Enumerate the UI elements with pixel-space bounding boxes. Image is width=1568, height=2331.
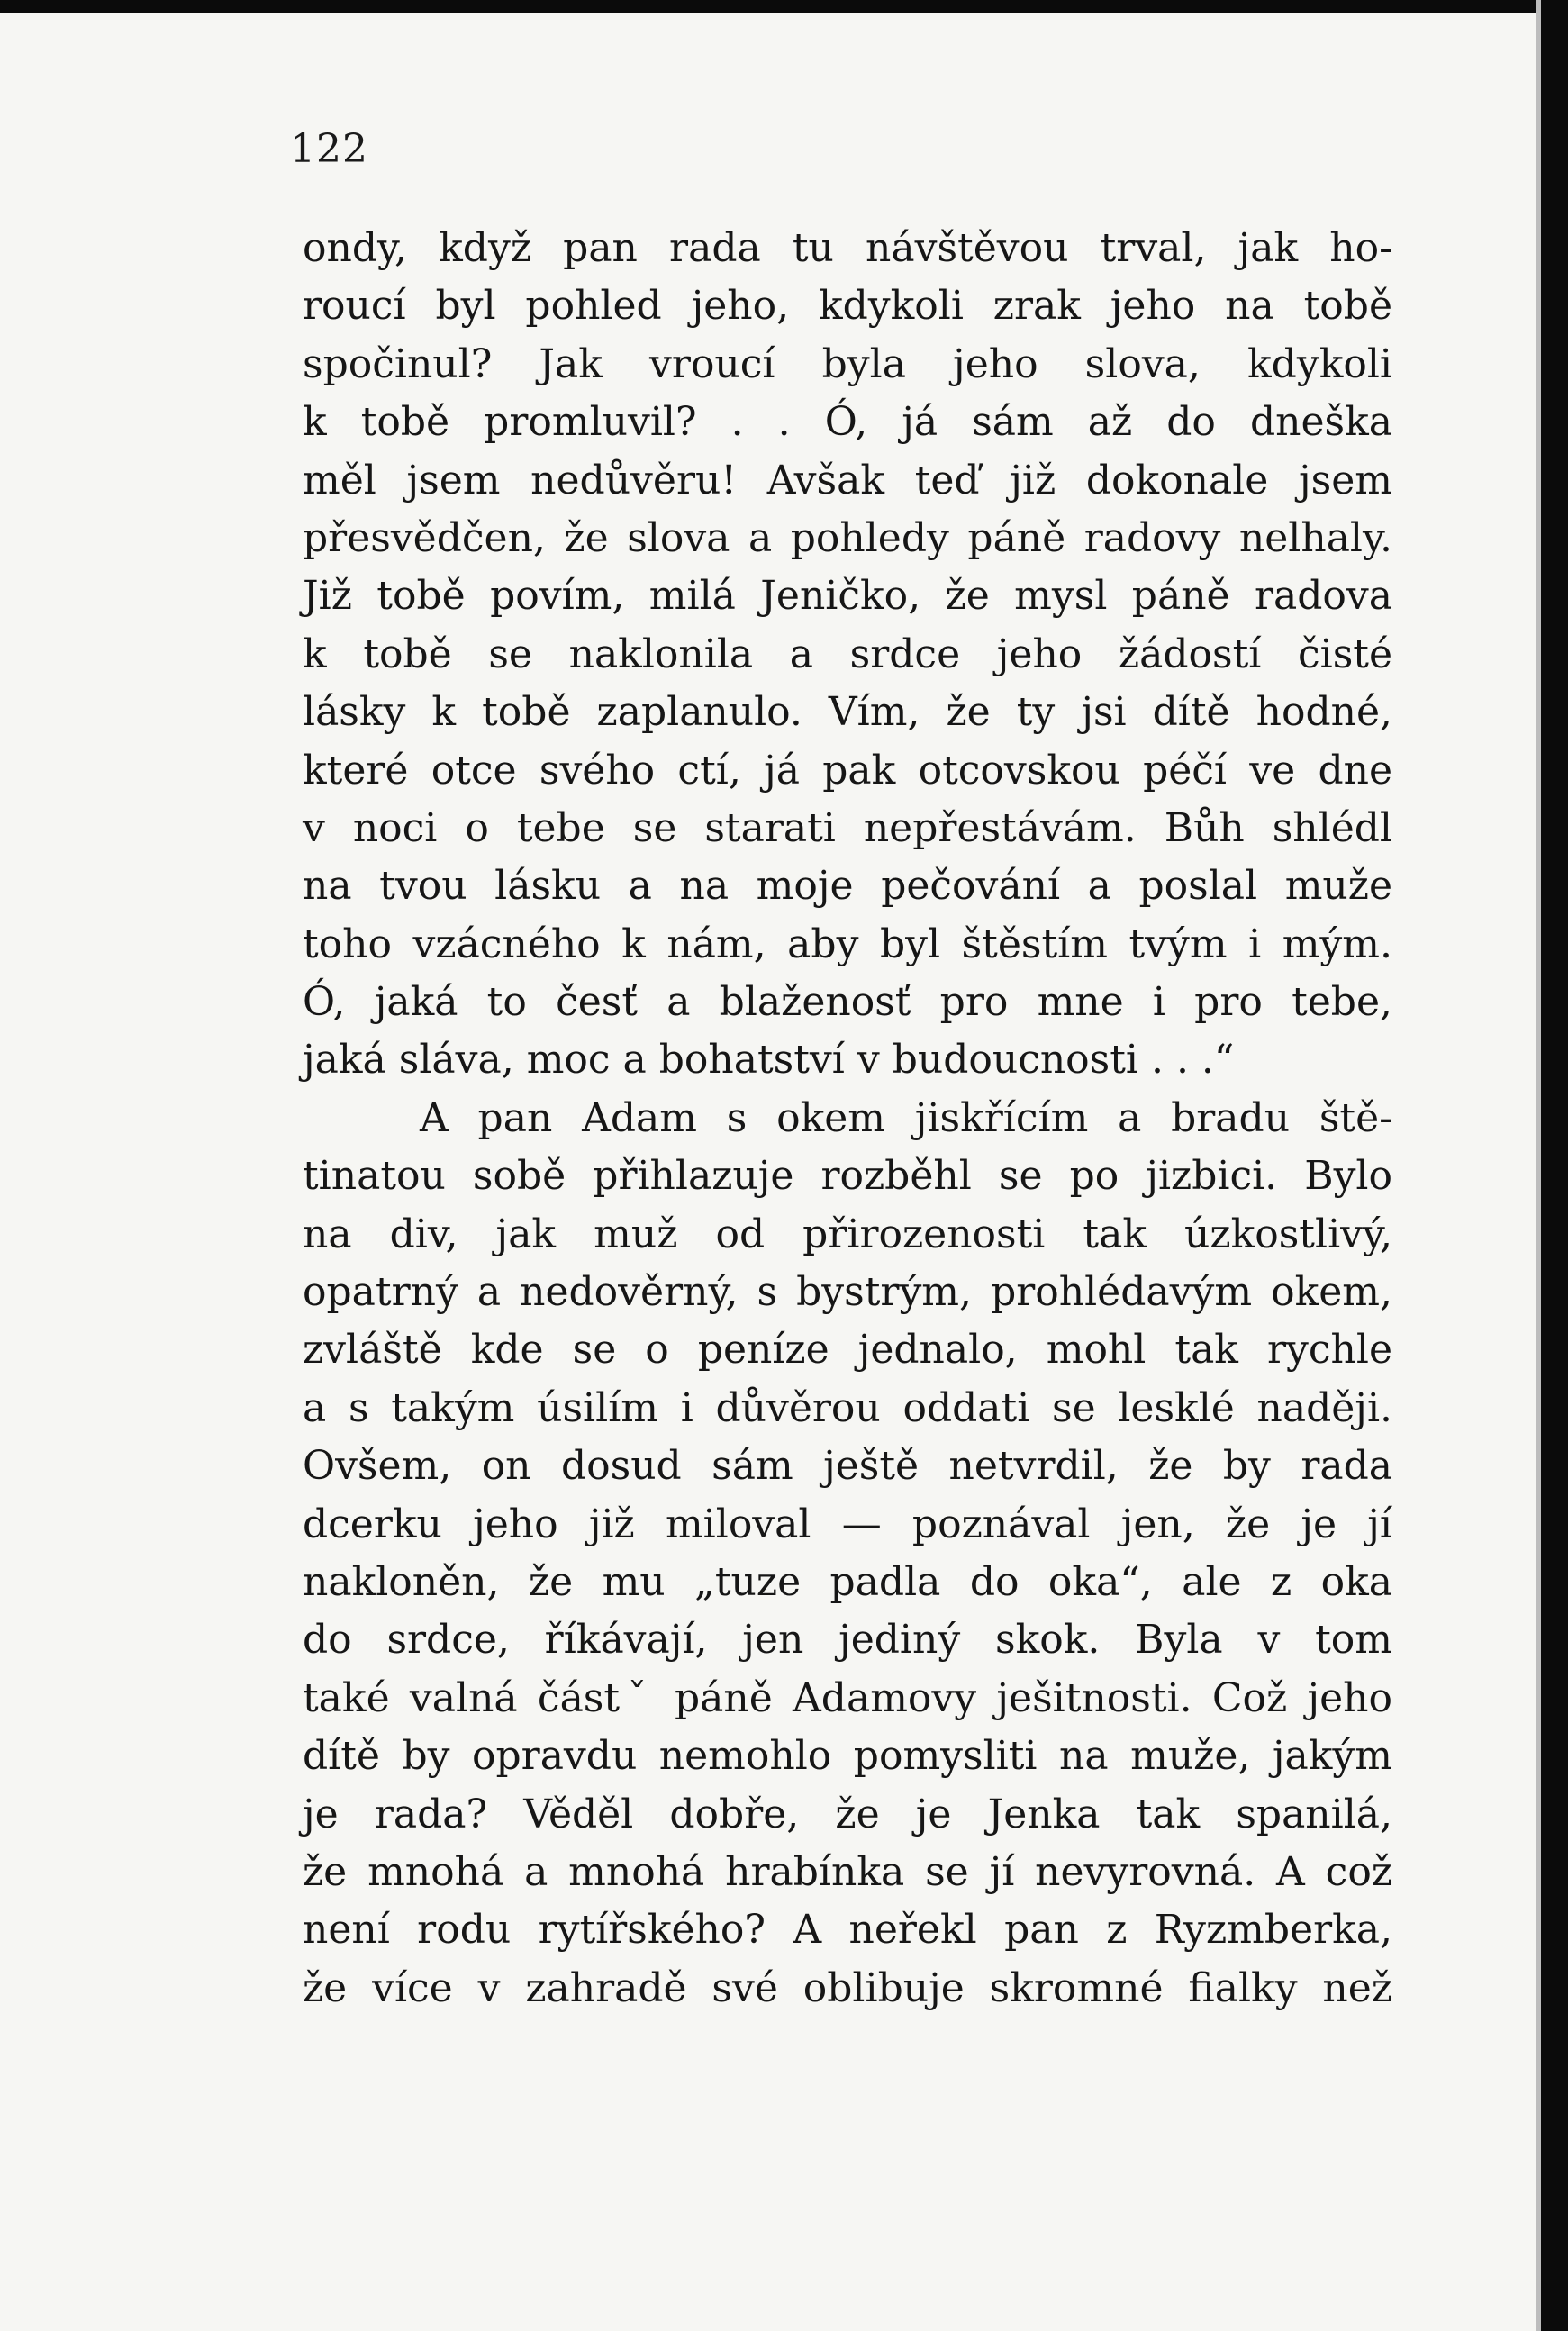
text-line: Ovšem, on dosud sám ještě netvrdil, že by rada — [303, 1443, 1392, 1490]
scan-edge-right — [1541, 0, 1568, 2331]
text-line: na tvou lásku a na moje pečování a poslal muže — [303, 863, 1392, 910]
text-line: přesvědčen, že slova a pohledy páně radovy nelhaly. — [303, 514, 1392, 561]
text-line: že více v zahradě své oblibuje skromné fialky než — [303, 1964, 1392, 2011]
text-line: dítě by opravdu nemohlo pomysliti na muže, jakým — [303, 1733, 1392, 1780]
text-line: na div, jak muž od přirozenosti tak úzkostlivý, — [303, 1211, 1392, 1257]
scan-edge-top — [0, 0, 1568, 13]
text-line: není rodu rytířského? A neřekl pan z Ryzmberka, — [303, 1907, 1392, 1954]
text-line: nakloněn, že mu „tuze padla do oka“, ale z oka — [303, 1558, 1392, 1605]
text-line: které otce svého ctí, já pak otcovskou péčí ve dne — [303, 747, 1392, 794]
text-line: měl jsem nedůvěru! Avšak teď již dokonale jsem — [303, 457, 1392, 503]
text-line: Ó, jaká to česť a blaženosť pro mne i pro tebe, — [303, 979, 1392, 1026]
text-line: k tobě promluvil? . . Ó, já sám až do dneška — [303, 399, 1392, 446]
text-line: zvláště kde se o peníze jednalo, mohl tak rychle — [303, 1327, 1392, 1374]
text-line: do srdce, říkávají, jen jediný skok. Byla v tom — [303, 1617, 1392, 1664]
text-line: k tobě se naklonila a srdce jeho žádostí čisté — [303, 630, 1392, 677]
text-line: A pan Adam s okem jiskřícím a bradu ště- — [420, 1094, 1392, 1141]
text-line: spočinul? Jak vroucí byla jeho slova, kdykoli — [303, 340, 1392, 387]
text-line: toho vzácného k nám, aby byl štěstím tvým i mým. — [303, 921, 1392, 967]
text-line: dcerku jeho již miloval — poznával jen, že je jí — [303, 1501, 1392, 1547]
text-line: také valná částˇ páně Adamovy ješitnosti. Což jeho — [303, 1674, 1392, 1721]
text-line: je rada? Věděl dobře, že je Jenka tak spanilá, — [303, 1791, 1392, 1837]
text-line: a s takým úsilím i důvěrou oddati se lesklé naději. — [303, 1384, 1392, 1431]
text-line: že mnohá a mnohá hrabínka se jí nevyrovná. A což — [303, 1848, 1392, 1895]
text-line: ondy, když pan rada tu návštěvou trval, jak ho- — [303, 225, 1392, 271]
text-line: lásky k tobě zaplanulo. Vím, že ty jsi dítě hodné, — [303, 689, 1392, 736]
body-text — [303, 220, 1392, 2018]
text-line: Již tobě povím, milá Jeničko, že mysl páně radova — [303, 573, 1392, 620]
page-number: 122 — [290, 126, 368, 172]
text-line: opatrný a nedověrný, s bystrým, prohlédavým okem, — [303, 1269, 1392, 1316]
text-line: roucí byl pohled jeho, kdykoli zrak jeho na tobě — [303, 283, 1392, 330]
text-line: tinatou sobě přihlazuje rozběhl se po jizbici. Bylo — [303, 1153, 1392, 1200]
text-line: jaká sláva, moc a bohatství v budoucnosti . . .“ — [303, 1037, 1235, 1084]
text-line: v noci o tebe se starati nepřestávám. Bůh shlédl — [303, 804, 1392, 851]
